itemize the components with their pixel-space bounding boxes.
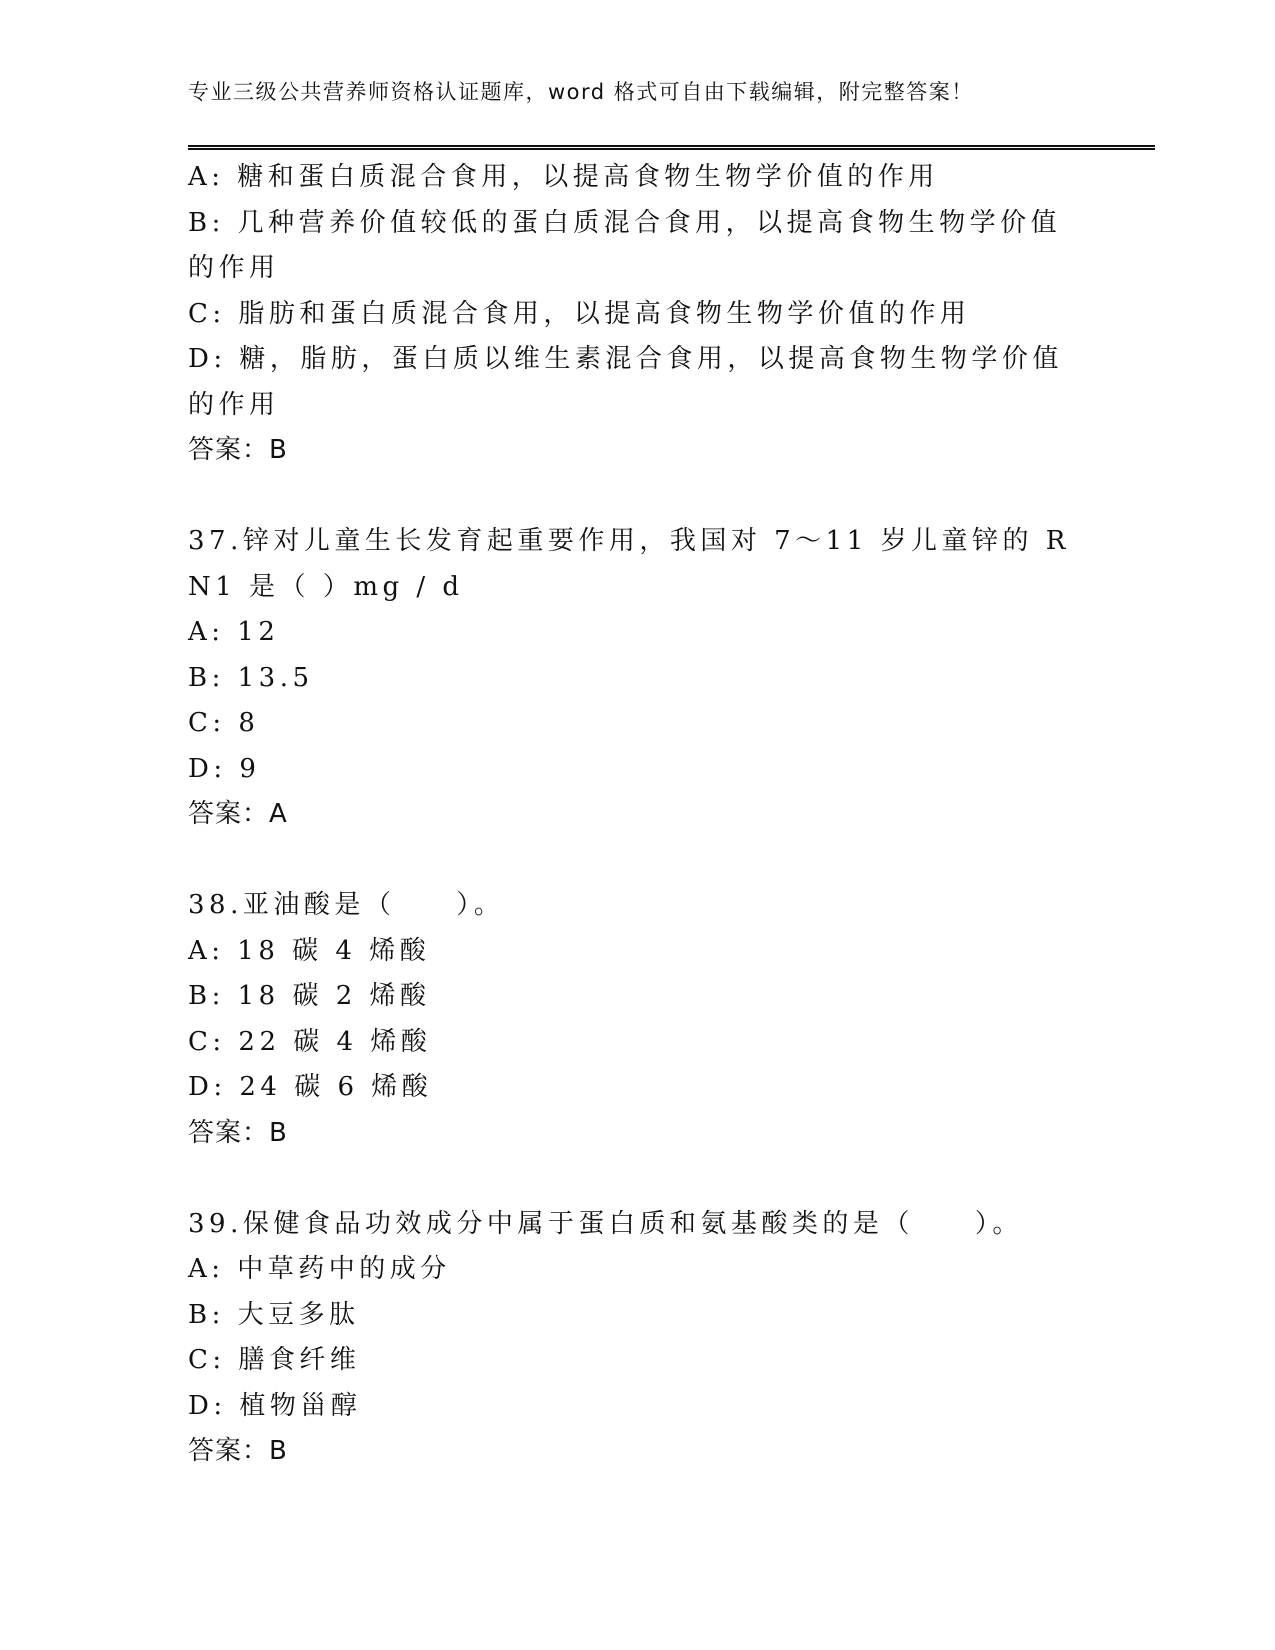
question-39 [188,1202,1088,1475]
question-stem: 38.亚油酸是（ ）。 [188,890,505,920]
option-d: D: 9 [188,753,261,784]
spacer [188,838,1088,884]
question-38 [188,883,1088,1156]
answer-line: 答案：B [188,1436,288,1466]
option-a: A: 12 [188,617,280,647]
option-a: A: 糖和蛋白质混合食用，以提高食物生物学价值的作用 [188,162,939,192]
question-37 [188,519,1088,838]
header-divider [188,145,1155,150]
spacer [188,1156,1088,1202]
option-d: D: 植物甾醇 [188,1390,362,1421]
answer-line: 答案：B [188,1117,288,1148]
option-d: D: 24 碳 6 烯酸 [188,1072,433,1102]
question-36 [188,155,1088,474]
option-b: B: 18 碳 2 烯酸 [188,981,431,1011]
spacer [188,474,1088,520]
option-a: A: 中草药中的成分 [188,1254,451,1284]
option-b: B: 大豆多肽 [188,1299,360,1330]
option-d: D: 糖，脂肪，蛋白质以维生素混合食用，以提高食物生物学价值的作用 [188,344,1063,420]
option-c: C: 22 碳 4 烯酸 [188,1026,432,1057]
answer-line: 答案：B [188,435,288,465]
question-stem: 37.锌对儿童生长发育起重要作用，我国对 7～11 岁儿童锌的 RN1 是（ ）mg / d [188,526,1070,602]
question-stem: 39.保健食品功效成分中属于蛋白质和氨基酸类的是（ ）。 [188,1208,1023,1239]
option-b: B: 13.5 [188,662,314,693]
question-content [188,155,1088,1475]
option-b: B: 几种营养价值较低的蛋白质混合食用，以提高食物生物学价值的作用 [188,207,1062,283]
option-c: C: 8 [188,708,260,738]
answer-line: 答案：A [188,799,288,829]
option-c: C: 脂肪和蛋白质混合食用，以提高食物生物学价值的作用 [188,298,971,329]
option-a: A: 18 碳 4 烯酸 [188,935,431,966]
option-c: C: 膳食纤维 [188,1345,361,1375]
page-header: 专业三级公共营养师资格认证题库，word 格式可自由下载编辑，附完整答案！ [188,80,974,104]
